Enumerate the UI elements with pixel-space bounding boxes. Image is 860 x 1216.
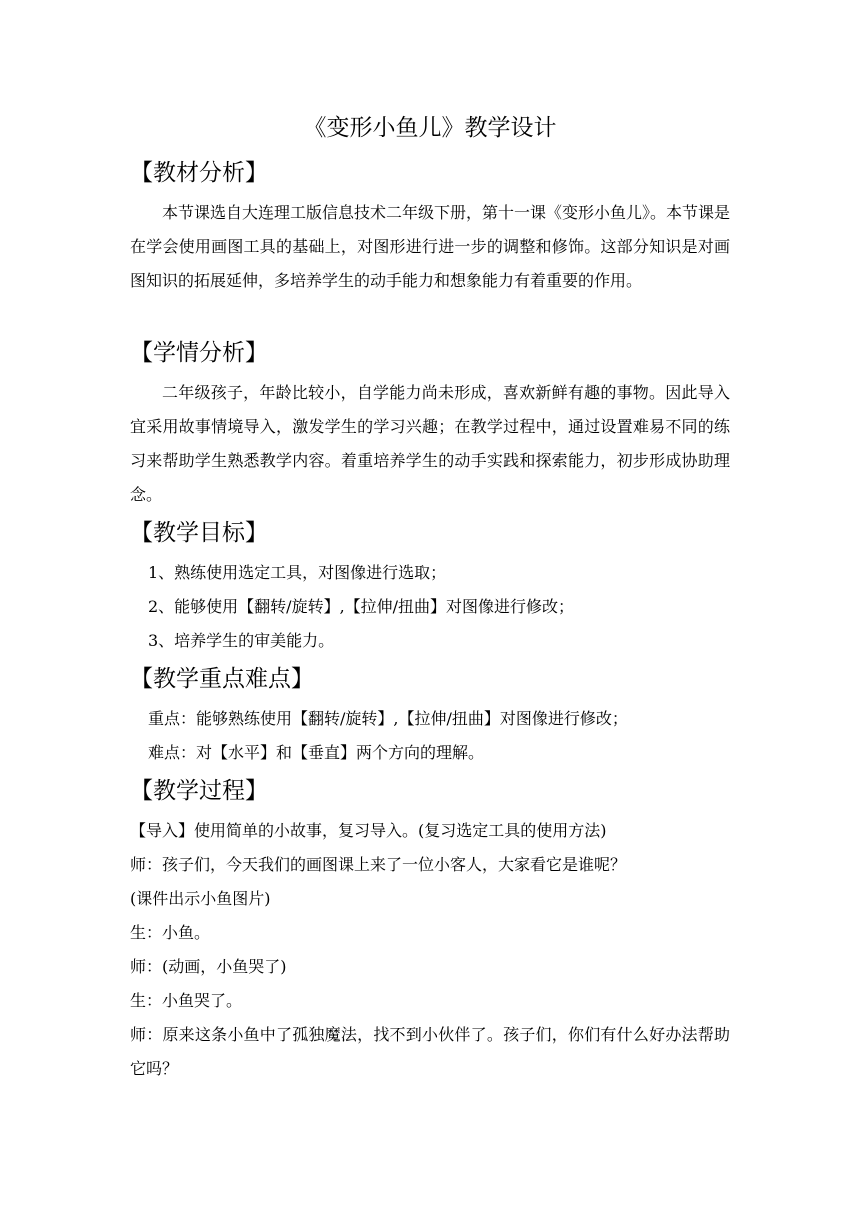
heading-key-points: 【教学重点难点】 xyxy=(130,666,314,692)
goal-item: 2、能够使用【翻转/旋转】,【拉伸/扭曲】对图像进行修改； xyxy=(148,597,575,616)
process-line: 生：小鱼。 xyxy=(130,923,211,942)
difficulty-item: 难点：对【水平】和【垂直】两个方向的理解。 xyxy=(148,743,485,762)
heading-material-analysis: 【教材分析】 xyxy=(130,160,268,186)
process-line: 生：小鱼哭了。 xyxy=(130,991,243,1010)
paragraph-material-analysis: 本节课选自大连理工版信息技术二年级下册，第十一课《变形小鱼儿》。本节课是在学会使用画图工具的基础上，对图形进行进一步的调整和修饰。这部分知识是对画图知识的拓展延伸，多培养学生的动手能力和想象能力有着重要的作用。 xyxy=(130,203,731,290)
paragraph-student-analysis: 二年级孩子，年龄比较小，自学能力尚未形成，喜欢新鲜有趣的事物。因此导入宜采用故事情境导入，激发学生的学习兴趣；在教学过程中，通过设置难易不同的练习来帮助学生熟悉教学内容。着重培养学生的动手实践和探索能力，初步形成协助理念。 xyxy=(130,383,730,504)
process-line: (课件出示小鱼图片) xyxy=(130,889,271,908)
goal-item: 3、培养学生的审美能力。 xyxy=(148,631,335,650)
heading-teaching-process: 【教学过程】 xyxy=(130,778,268,804)
heading-teaching-goals: 【教学目标】 xyxy=(130,520,268,546)
heading-student-analysis: 【学情分析】 xyxy=(130,340,268,366)
goal-item: 1、熟练使用选定工具，对图像进行选取； xyxy=(148,563,447,582)
process-line: 【导入】使用简单的小故事，复习导入。(复习选定工具的使用方法) xyxy=(130,821,607,840)
process-line: 师：(动画，小鱼哭了) xyxy=(130,957,287,976)
process-paragraph: 师：原来这条小鱼中了孤独魔法，找不到小伙伴了。孩子们，你们有什么好办法帮助它吗？ xyxy=(130,1025,730,1078)
key-point-item: 重点：能够熟练使用【翻转/旋转】,【拉伸/扭曲】对图像进行修改； xyxy=(148,709,628,728)
process-line: 师：孩子们，今天我们的画图课上来了一位小客人，大家看它是谁呢？ xyxy=(130,855,627,874)
document-title: 《变形小鱼儿》教学设计 xyxy=(303,115,557,141)
